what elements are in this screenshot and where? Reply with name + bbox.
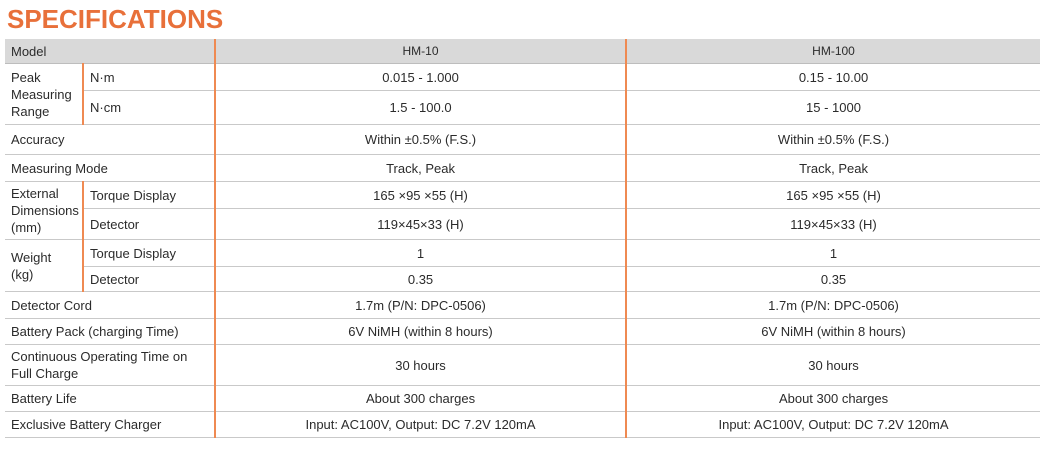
weight-label: Weight (kg) xyxy=(5,240,83,292)
table-cell: 1 xyxy=(215,240,626,267)
table-row xyxy=(5,267,1040,292)
peak-unit-nm: N·m xyxy=(83,64,215,91)
table-cell: About 300 charges xyxy=(626,386,1040,412)
external-dimensions-label: External Dimensions (mm) xyxy=(5,182,83,240)
sub-label: Detector xyxy=(83,209,215,240)
table-row xyxy=(5,412,1040,438)
table-cell: 1.7m (P/N: DPC-0506) xyxy=(215,292,626,319)
table-cell: 6V NiMH (within 8 hours) xyxy=(626,319,1040,345)
table-cell: 15 - 1000 xyxy=(626,91,1040,125)
peak-range-label: Peak Measuring Range xyxy=(5,64,83,125)
table-cell: 1.7m (P/N: DPC-0506) xyxy=(626,292,1040,319)
model-label: Model xyxy=(5,39,215,64)
table-row xyxy=(5,209,1040,240)
table-cell: 119×45×33 (H) xyxy=(215,209,626,240)
table-cell: 119×45×33 (H) xyxy=(626,209,1040,240)
table-row xyxy=(5,386,1040,412)
table-row xyxy=(5,182,1040,209)
sub-label: Torque Display xyxy=(83,182,215,209)
peak-unit-ncm: N·cm xyxy=(83,91,215,125)
table-row xyxy=(5,64,1040,91)
sub-label: Detector xyxy=(83,267,215,292)
table-cell: Track, Peak xyxy=(626,155,1040,182)
battery-pack-label: Battery Pack (charging Time) xyxy=(5,319,215,345)
battery-life-label: Battery Life xyxy=(5,386,215,412)
table-row xyxy=(5,91,1040,125)
table-cell: Input: AC100V, Output: DC 7.2V 120mA xyxy=(215,412,626,438)
model-hm100: HM-100 xyxy=(626,39,1040,64)
table-row xyxy=(5,125,1040,155)
table-row xyxy=(5,292,1040,319)
continuous-time-label: Continuous Operating Time on Full Charge xyxy=(5,345,215,386)
table-row xyxy=(5,240,1040,267)
table-cell: 0.15 - 10.00 xyxy=(626,64,1040,91)
table-cell: 1.5 - 100.0 xyxy=(215,91,626,125)
model-hm10: HM-10 xyxy=(215,39,626,64)
table-cell: Input: AC100V, Output: DC 7.2V 120mA xyxy=(626,412,1040,438)
table-row xyxy=(5,319,1040,345)
table-cell: 0.015 - 1.000 xyxy=(215,64,626,91)
table-cell: Within ±0.5% (F.S.) xyxy=(626,125,1040,155)
table-cell: 30 hours xyxy=(626,345,1040,386)
table-cell: 165 ×95 ×55 (H) xyxy=(626,182,1040,209)
detector-cord-label: Detector Cord xyxy=(5,292,215,319)
table-cell: 0.35 xyxy=(215,267,626,292)
charger-label: Exclusive Battery Charger xyxy=(5,412,215,438)
table-cell: About 300 charges xyxy=(215,386,626,412)
table-cell: Within ±0.5% (F.S.) xyxy=(215,125,626,155)
table-row xyxy=(5,345,1040,386)
table-cell: 30 hours xyxy=(215,345,626,386)
table-cell: 1 xyxy=(626,240,1040,267)
measuring-mode-label: Measuring Mode xyxy=(5,155,215,182)
table-cell: 6V NiMH (within 8 hours) xyxy=(215,319,626,345)
table-row xyxy=(5,155,1040,182)
accuracy-label: Accuracy xyxy=(5,125,215,155)
sub-label: Torque Display xyxy=(83,240,215,267)
table-cell: Track, Peak xyxy=(215,155,626,182)
table-cell: 165 ×95 ×55 (H) xyxy=(215,182,626,209)
table-cell: 0.35 xyxy=(626,267,1040,292)
table-header-row xyxy=(5,39,1040,64)
page-title: SPECIFICATIONS xyxy=(7,4,224,34)
specifications-table xyxy=(5,39,1040,438)
